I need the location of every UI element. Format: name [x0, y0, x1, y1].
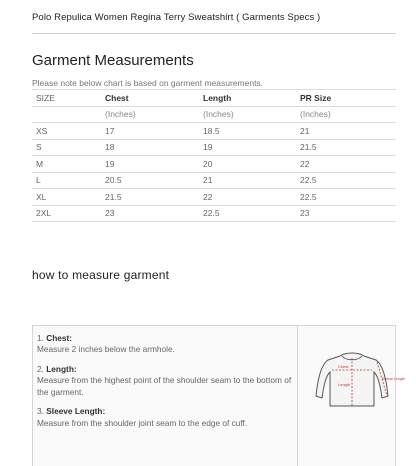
size-cell: M	[32, 156, 101, 173]
sleeve-diagram-label: Sleeve Length	[382, 377, 405, 381]
size-cell: 2XL	[32, 205, 101, 222]
chest-cell: 20.5	[101, 172, 199, 189]
size-cell: XS	[32, 123, 101, 140]
step-label: Length:	[46, 363, 77, 374]
size-cell: XL	[32, 189, 101, 206]
sweatshirt-diagram-icon	[316, 350, 405, 412]
chest-cell: 21.5	[101, 189, 199, 206]
units-cell: (Inches)	[199, 106, 296, 123]
pr-size-cell: 23	[296, 205, 396, 222]
column-header-pr-size: PR Size	[296, 90, 396, 107]
how-to-measure-title: how to measure garment	[32, 268, 170, 282]
step-label: Sleeve Length:	[46, 406, 106, 417]
size-cell: S	[32, 139, 101, 156]
step-number: 3.	[37, 406, 44, 417]
table-row	[32, 156, 396, 173]
length-diagram-label: Length	[338, 382, 351, 387]
pr-size-cell: 22.5	[296, 172, 396, 189]
length-cell: 18.5	[199, 123, 296, 140]
pr-size-cell: 21	[296, 123, 396, 140]
step-chest	[37, 333, 293, 356]
length-cell: 22.5	[199, 205, 296, 222]
length-cell: 22	[199, 189, 296, 206]
how-to-measure-panel	[32, 325, 405, 466]
header-divider	[32, 33, 396, 34]
measurements-title: Garment Measurements	[32, 52, 194, 69]
table-row	[32, 205, 396, 222]
measurements-note: Please note below chart is based on garment measurements.	[32, 78, 264, 88]
length-cell: 21	[199, 172, 296, 189]
step-text: Measure from the shoulder joint seam to the edge of cuff.	[37, 417, 248, 428]
chest-cell: 19	[101, 156, 199, 173]
measurements-table	[32, 89, 396, 222]
column-header-chest: Chest	[101, 90, 199, 107]
units-cell: (Inches)	[296, 106, 396, 123]
step-number: 2.	[37, 363, 44, 374]
measure-diagram-cell	[298, 326, 405, 466]
size-cell: L	[32, 172, 101, 189]
table-row	[32, 139, 396, 156]
table-row	[32, 123, 396, 140]
table-header-row	[32, 90, 396, 107]
step-text: Measure 2 inches below the armhole.	[37, 344, 175, 355]
table-row	[32, 172, 396, 189]
pr-size-cell: 21.5	[296, 139, 396, 156]
step-length	[37, 364, 293, 398]
chest-cell: 18	[101, 139, 199, 156]
chest-cell: 17	[101, 123, 199, 140]
column-header-size: SIZE	[32, 90, 101, 107]
table-units-row	[32, 106, 396, 123]
pr-size-cell: 22.5	[296, 189, 396, 206]
step-sleeve-length	[37, 406, 293, 429]
length-cell: 20	[199, 156, 296, 173]
step-text: Measure from the highest point of the shoulder seam to the bottom of the garment.	[37, 375, 292, 397]
units-cell: (Inches)	[101, 106, 199, 123]
measure-instructions	[33, 326, 298, 466]
table-row	[32, 189, 396, 206]
units-cell	[32, 106, 101, 123]
length-cell: 19	[199, 139, 296, 156]
step-label: Chest:	[46, 333, 73, 343]
step-number: 1.	[37, 333, 44, 343]
chest-diagram-label: Chest	[338, 364, 349, 369]
chest-cell: 23	[101, 205, 199, 222]
column-header-length: Length	[199, 90, 296, 107]
pr-size-cell: 22	[296, 156, 396, 173]
page-header-title: Polo Repulica Women Regina Terry Sweatshirt ( Garments Specs )	[32, 12, 321, 23]
